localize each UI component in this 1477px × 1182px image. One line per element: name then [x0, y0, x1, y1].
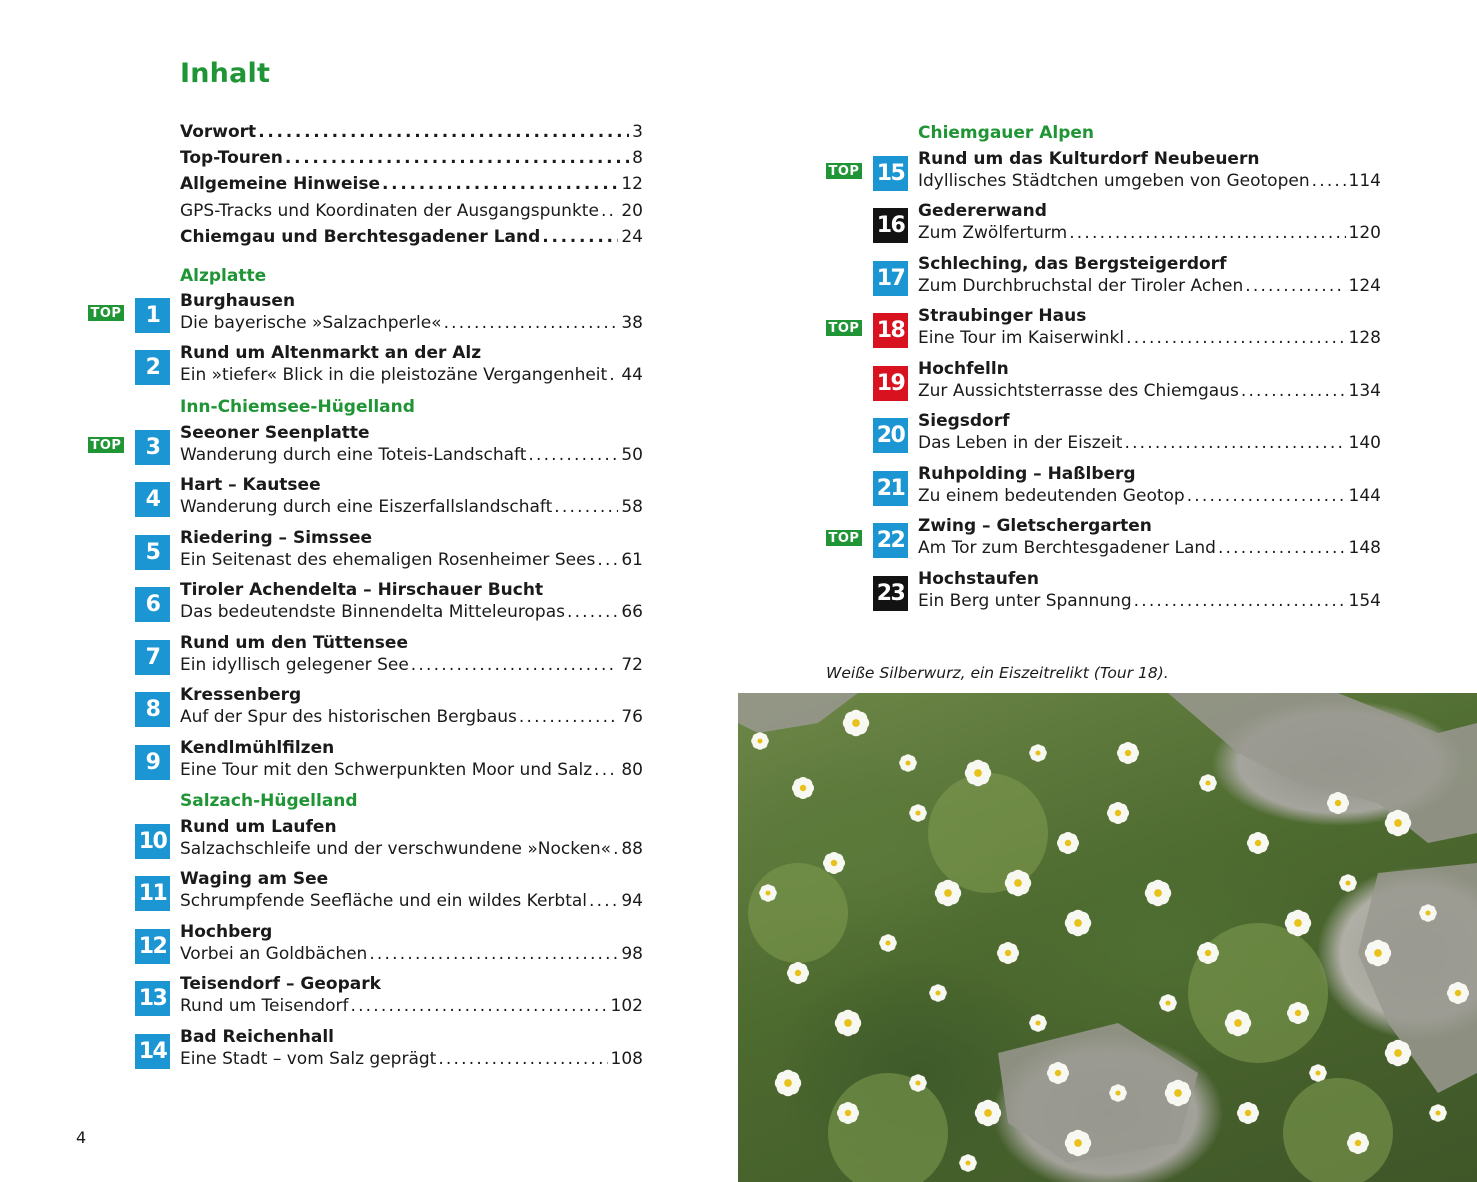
tour-subtitle: Vorbei an Goldbächen: [180, 944, 368, 964]
toc-entry-gps-tracks[interactable]: [180, 201, 643, 221]
tour-subtitle: Wanderung durch eine Eiszerfallslandschaft: [180, 497, 553, 517]
leader-dots: [1241, 381, 1346, 401]
tour-subtitle-row: [180, 602, 643, 622]
tour-name: Hochfelln: [918, 359, 1009, 379]
leader-dots: [369, 944, 618, 964]
toc-entry-label: Vorwort: [180, 122, 257, 142]
tour-number-badge: 20: [873, 418, 908, 453]
flower: [1429, 1104, 1447, 1122]
toc-entry-vorwort[interactable]: [180, 122, 643, 142]
tour-subtitle-row: [180, 365, 643, 385]
tour-number-badge: 10: [135, 824, 170, 859]
tour-subtitle: Das bedeutendste Binnendelta Mitteleuropas: [180, 602, 565, 622]
tour-subtitle-row: [180, 891, 643, 911]
flower: [759, 884, 777, 902]
leader-dots: [589, 891, 618, 911]
leader-dots: [519, 707, 618, 727]
tour-subtitle: Salzachschleife und der verschwundene »Nocken«: [180, 839, 612, 859]
photo-caption: Weiße Silberwurz, ein Eiszeitrelikt (Tour 18).: [826, 664, 1169, 682]
tour-page: 38: [621, 313, 643, 333]
leader-dots: [613, 839, 618, 859]
tour-name: Burghausen: [180, 291, 296, 311]
flower: [1029, 1014, 1047, 1032]
flower: [935, 880, 961, 906]
leader-dots: [350, 996, 607, 1016]
tour-page: 144: [1348, 486, 1381, 506]
tour-page: 66: [621, 602, 643, 622]
tour-name: Bad Reichenhall: [180, 1027, 335, 1047]
tour-page: 154: [1348, 591, 1381, 611]
tour-page: 72: [621, 655, 643, 675]
tour-page: 140: [1348, 433, 1381, 453]
tour-number-badge: 15: [873, 156, 908, 191]
flower: [787, 962, 809, 984]
tour-name: Siegsdorf: [918, 411, 1010, 431]
flower: [929, 984, 947, 1002]
flower: [879, 934, 897, 952]
flower: [1159, 994, 1177, 1012]
top-tour-tag: TOP: [826, 320, 862, 336]
tour-page: 88: [621, 839, 643, 859]
tour-number-badge: 5: [135, 535, 170, 570]
flower: [1029, 744, 1047, 762]
toc-entry-label: Allgemeine Hinweise: [180, 174, 380, 194]
tour-name: Rund um das Kulturdorf Neubeuern: [918, 149, 1260, 169]
tour-subtitle: Auf der Spur des historischen Bergbaus: [180, 707, 517, 727]
flower: [1447, 982, 1469, 1004]
flower: [1237, 1102, 1259, 1124]
tour-page: 44: [621, 365, 643, 385]
tour-entry-13[interactable]: [135, 974, 643, 1025]
leader-dots: [542, 227, 618, 247]
top-tour-tag: TOP: [88, 437, 124, 453]
tour-number-badge: 8: [135, 692, 170, 727]
flower: [1347, 1132, 1369, 1154]
flower: [775, 1070, 801, 1096]
tour-number-badge: 7: [135, 640, 170, 675]
tour-subtitle-row: [180, 707, 643, 727]
tour-number-badge: 17: [873, 261, 908, 296]
leader-dots: [444, 313, 619, 333]
tour-entry-12[interactable]: [135, 922, 643, 973]
flower: [1285, 910, 1311, 936]
tour-number-badge: 18: [873, 313, 908, 348]
toc-entry-page: 24: [621, 227, 643, 247]
tour-number-badge: 23: [873, 576, 908, 611]
tour-number-badge: 6: [135, 587, 170, 622]
tour-subtitle: Zum Zwölferturm: [918, 223, 1068, 243]
tour-number-badge: 19: [873, 366, 908, 401]
tour-number-badge: 14: [135, 1034, 170, 1069]
tour-subtitle: Idyllisches Städtchen umgeben von Geotopen: [918, 171, 1310, 191]
tour-page: 80: [621, 760, 643, 780]
tour-subtitle-row: [918, 223, 1381, 243]
flower: [1165, 1080, 1191, 1106]
tour-name: Hochstaufen: [918, 569, 1039, 589]
tour-subtitle-row: [180, 996, 643, 1016]
tour-subtitle-row: [180, 550, 643, 570]
leader-dots: [438, 1049, 607, 1069]
tour-page: 102: [610, 996, 643, 1016]
tour-subtitle-row: [180, 655, 643, 675]
tour-subtitle: Wanderung durch eine Toteis-Landschaft: [180, 445, 527, 465]
tour-entry-16[interactable]: [873, 201, 1381, 252]
tour-number-badge: 4: [135, 482, 170, 517]
tour-number-badge: 13: [135, 981, 170, 1016]
tour-entry-10[interactable]: [135, 817, 643, 868]
photo-mountain-avens: [738, 693, 1477, 1182]
tour-page: 50: [621, 445, 643, 465]
section-heading-alzplatte: Alzplatte: [180, 266, 267, 286]
tour-name: Straubinger Haus: [918, 306, 1087, 326]
tour-page: 120: [1348, 223, 1381, 243]
flower: [1117, 742, 1139, 764]
tour-name: Rund um Laufen: [180, 817, 337, 837]
section-heading-inn-chiemsee: Inn-Chiemsee-Hügelland: [180, 397, 415, 417]
tour-page: 94: [621, 891, 643, 911]
tour-name: Hochberg: [180, 922, 273, 942]
flower: [1309, 1064, 1327, 1082]
tour-name: Riedering – Simssee: [180, 528, 373, 548]
leader-dots: [411, 655, 619, 675]
tour-entry-8[interactable]: [135, 685, 643, 736]
tour-entry-4[interactable]: [135, 475, 643, 526]
tour-subtitle: Rund um Teisendorf: [180, 996, 349, 1016]
flower: [1005, 870, 1031, 896]
tour-name: Schleching, das Bergsteigerdorf: [918, 254, 1227, 274]
leader-dots: [1124, 433, 1345, 453]
tour-subtitle: Ein idyllisch gelegener See: [180, 655, 409, 675]
flower: [792, 777, 814, 799]
tour-subtitle-row: [180, 944, 643, 964]
flower: [1365, 940, 1391, 966]
leader-dots: [594, 760, 618, 780]
tour-name: Teisendorf – Geopark: [180, 974, 381, 994]
tour-entry-5[interactable]: [135, 528, 643, 579]
flower: [899, 754, 917, 772]
leader-dots: [528, 445, 618, 465]
tour-name: Gedererwand: [918, 201, 1047, 221]
flower: [823, 852, 845, 874]
tour-page: 108: [610, 1049, 643, 1069]
tour-subtitle-row: [918, 486, 1381, 506]
toc-entry-page: 20: [621, 201, 643, 221]
flower: [1327, 792, 1349, 814]
flower: [997, 942, 1019, 964]
flower: [909, 804, 927, 822]
toc-entry-page: 3: [632, 122, 643, 142]
tour-name: Zwing – Gletschergarten: [918, 516, 1152, 536]
tour-subtitle-row: [180, 839, 643, 859]
flower: [1065, 1130, 1091, 1156]
tour-subtitle-row: [918, 591, 1381, 611]
tour-entry-11[interactable]: [135, 869, 643, 920]
tour-entry-22[interactable]: [873, 516, 1381, 567]
flower: [835, 1010, 861, 1036]
tour-subtitle: Ein Seitenast des ehemaligen Rosenheimer Sees: [180, 550, 596, 570]
tour-name: Rund um Altenmarkt an der Alz: [180, 343, 482, 363]
tour-entry-9[interactable]: [135, 738, 643, 789]
section-heading-salzach: Salzach-Hügelland: [180, 791, 358, 811]
tour-number-badge: 11: [135, 876, 170, 911]
tour-entry-17[interactable]: [873, 254, 1381, 305]
tour-entry-15[interactable]: [873, 149, 1381, 200]
tour-entry-20[interactable]: [873, 411, 1381, 462]
tour-subtitle-row: [918, 381, 1381, 401]
flower: [1199, 774, 1217, 792]
tour-subtitle: Eine Tour mit den Schwerpunkten Moor und Salz: [180, 760, 593, 780]
tour-subtitle: Zu einem bedeutenden Geotop: [918, 486, 1185, 506]
flower: [1247, 832, 1269, 854]
flower: [909, 1074, 927, 1092]
tour-subtitle: Zur Aussichtsterrasse des Chiemgaus: [918, 381, 1239, 401]
page-title: Inhalt: [180, 58, 271, 89]
toc-entry-allgemeine-hinweise[interactable]: [180, 174, 643, 194]
tour-entry-6[interactable]: [135, 580, 643, 631]
tour-subtitle: Die bayerische »Salzachperle«: [180, 313, 442, 333]
toc-entry-page: 12: [621, 174, 643, 194]
toc-entry-label: Top-Touren: [180, 148, 283, 168]
flower: [1385, 810, 1411, 836]
tour-number-badge: 22: [873, 523, 908, 558]
toc-entry-page: 8: [632, 148, 643, 168]
tour-subtitle-row: [180, 445, 643, 465]
tour-subtitle-row: [918, 538, 1381, 558]
flower: [965, 760, 991, 786]
leader-dots: [1134, 591, 1346, 611]
tour-page: 148: [1348, 538, 1381, 558]
tour-entry-3[interactable]: [135, 423, 643, 474]
tour-subtitle-row: [180, 313, 643, 333]
flower-illustration: [738, 693, 1477, 1182]
tour-number-badge: 3: [135, 430, 170, 465]
tour-entry-19[interactable]: [873, 359, 1381, 410]
tour-subtitle-row: [918, 171, 1381, 191]
leader-dots: [554, 497, 618, 517]
leader-dots: [285, 148, 629, 168]
leader-dots: [1126, 328, 1345, 348]
leader-dots: [1218, 538, 1346, 558]
flower: [1107, 802, 1129, 824]
flower: [837, 1102, 859, 1124]
tour-page: 58: [621, 497, 643, 517]
tour-subtitle: Ein Berg unter Spannung: [918, 591, 1132, 611]
leader-dots: [609, 365, 618, 385]
tour-entry-7[interactable]: [135, 633, 643, 684]
flower: [1057, 832, 1079, 854]
flower: [1109, 1084, 1127, 1102]
flower: [1225, 1010, 1251, 1036]
tour-subtitle: Eine Stadt – vom Salz geprägt: [180, 1049, 437, 1069]
leader-dots: [258, 122, 629, 142]
tour-subtitle: Ein »tiefer« Blick in die pleistozäne Vergangenheit: [180, 365, 608, 385]
tour-entry-21[interactable]: [873, 464, 1381, 515]
top-tour-tag: TOP: [826, 163, 862, 179]
leader-dots: [567, 602, 618, 622]
tour-name: Tiroler Achendelta – Hirschauer Bucht: [180, 580, 544, 600]
tour-subtitle-row: [918, 433, 1381, 453]
tour-subtitle-row: [180, 1049, 643, 1069]
tour-subtitle-row: [180, 497, 643, 517]
flower: [1385, 1040, 1411, 1066]
tour-name: Seeoner Seenplatte: [180, 423, 370, 443]
tour-subtitle-row: [918, 276, 1381, 296]
flower: [1197, 942, 1219, 964]
tour-page: 128: [1348, 328, 1381, 348]
tour-subtitle: Schrumpfende Seefläche und ein wildes Kerbtal: [180, 891, 588, 911]
tour-subtitle: Zum Durchbruchstal der Tiroler Achen: [918, 276, 1244, 296]
tour-name: Kressenberg: [180, 685, 302, 705]
tour-subtitle: Am Tor zum Berchtesgadener Land: [918, 538, 1216, 558]
flower: [843, 710, 869, 736]
page-number: 4: [76, 1128, 87, 1147]
tour-number-badge: 12: [135, 929, 170, 964]
tour-name: Rund um den Tüttensee: [180, 633, 408, 653]
toc-entry-label: GPS-Tracks und Koordinaten der Ausgangspunkte: [180, 201, 599, 221]
tour-subtitle: Das Leben in der Eiszeit: [918, 433, 1123, 453]
section-heading-chiemgauer-alpen: Chiemgauer Alpen: [918, 123, 1095, 143]
flower: [1419, 904, 1437, 922]
tour-page: 114: [1348, 171, 1381, 191]
toc-entry-chiemgau[interactable]: [180, 227, 643, 247]
flower: [1065, 910, 1091, 936]
tour-subtitle: Eine Tour im Kaiserwinkl: [918, 328, 1125, 348]
leader-dots: [597, 550, 618, 570]
flower: [1047, 1062, 1069, 1084]
tour-page: 124: [1348, 276, 1381, 296]
tour-subtitle-row: [180, 760, 643, 780]
tour-name: Waging am See: [180, 869, 329, 889]
toc-entry-label: Chiemgau und Berchtesgadener Land: [180, 227, 541, 247]
tour-page: 134: [1348, 381, 1381, 401]
tour-name: Hart – Kautsee: [180, 475, 321, 495]
flower: [751, 732, 769, 750]
tour-page: 98: [621, 944, 643, 964]
tour-number-badge: 16: [873, 208, 908, 243]
tour-subtitle-row: [918, 328, 1381, 348]
top-tour-tag: TOP: [88, 305, 124, 321]
tour-page: 61: [621, 550, 643, 570]
tour-name: Kendlmühlfilzen: [180, 738, 335, 758]
flower: [1287, 1002, 1309, 1024]
leader-dots: [382, 174, 618, 194]
toc-entry-top-touren[interactable]: [180, 148, 643, 168]
leader-dots: [1245, 276, 1345, 296]
leader-dots: [1187, 486, 1346, 506]
tour-entry-1[interactable]: [135, 291, 643, 342]
flower: [1145, 880, 1171, 906]
tour-number-badge: 9: [135, 745, 170, 780]
leader-dots: [1312, 171, 1346, 191]
flower: [959, 1154, 977, 1172]
tour-name: Ruhpolding – Haßlberg: [918, 464, 1136, 484]
tour-entry-2[interactable]: [135, 343, 643, 394]
leader-dots: [601, 201, 618, 221]
tour-entry-14[interactable]: [135, 1027, 643, 1078]
tour-number-badge: 21: [873, 471, 908, 506]
top-tour-tag: TOP: [826, 530, 862, 546]
leader-dots: [1069, 223, 1345, 243]
tour-entry-23[interactable]: [873, 569, 1381, 620]
flower: [1339, 874, 1357, 892]
tour-page: 76: [621, 707, 643, 727]
tour-entry-18[interactable]: [873, 306, 1381, 357]
tour-number-badge: 2: [135, 350, 170, 385]
flower: [975, 1100, 1001, 1126]
tour-number-badge: 1: [135, 298, 170, 333]
